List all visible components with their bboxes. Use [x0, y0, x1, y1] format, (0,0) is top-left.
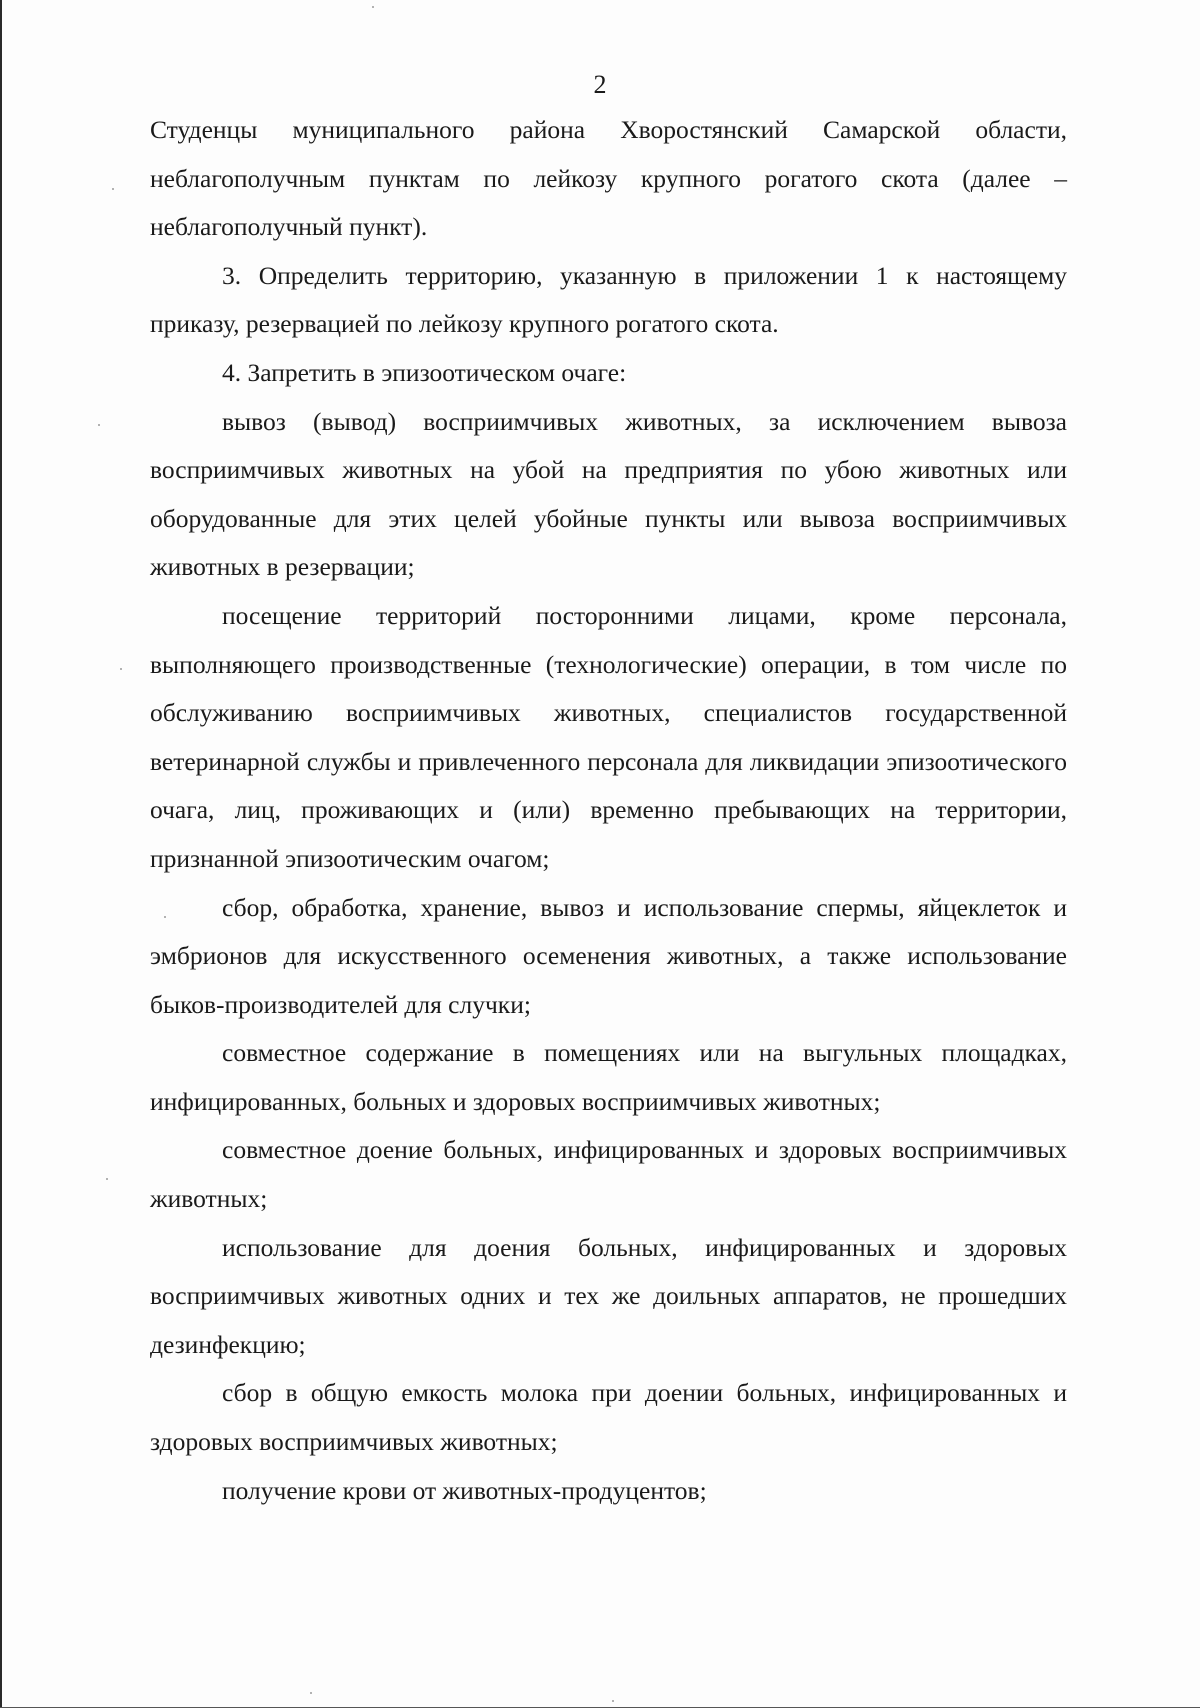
paragraph: Студенцы муниципального района Хворостянский Самарской области, неблагополучным пунктам по лейкозу крупного рогатого скота (далее – неблагополучный пункт). [150, 115, 1067, 242]
page-number: 2 [593, 70, 607, 99]
scan-speckle [120, 668, 122, 670]
paragraph: посещение территорий посторонними лицами, кроме персонала, выполняющего производственные (технологические) операции, в том числе по обслуживанию восприимчивых животных, специалистов государственной ветеринарной службы и привлеченного персонала для ликвидации эпизоотического очага, лиц, проживающих и (или) временно пребывающих на территории, признанной эпизоотическим очагом; [150, 600, 1067, 873]
paragraph: 3. Определить территорию, указанную в приложении 1 к настоящему приказу, резервацией по лейкозу крупного рогатого скота. [150, 260, 1067, 339]
paragraph: использование для доения больных, инфицированных и здоровых восприимчивых животных одних и тех же доильных аппаратов, не прошедших дезинфекцию; [150, 1232, 1067, 1359]
scan-speckle [98, 424, 100, 426]
paragraph: сбор, обработка, хранение, вывоз и использование спермы, яйцеклеток и эмбрионов для искусственного осеменения животных, а также использование быков-производителей для случки; [150, 892, 1067, 1019]
document-body [150, 106, 1067, 1515]
paragraph: вывоз (вывод) восприимчивых животных, за исключением вывоза восприимчивых животных на убой на предприятия по убою животных или оборудованные для этих целей убойные пункты или вывоза восприимчивых животных в резервации; [150, 406, 1067, 582]
scan-speckle [310, 1692, 312, 1694]
scan-speckle [164, 916, 166, 918]
paragraph: совместное доение больных, инфицированных и здоровых восприимчивых животных; [150, 1135, 1067, 1214]
paragraph: совместное содержание в помещениях или на выгульных площадках, инфицированных, больных и здоровых восприимчивых животных; [150, 1038, 1067, 1116]
scan-speckle [106, 1178, 108, 1180]
scan-speckle [612, 1700, 614, 1702]
scan-speckle [112, 188, 114, 190]
paragraph: 4. Запретить в эпизоотическом очаге: [222, 357, 627, 387]
paragraph: получение крови от животных-продуцентов; [222, 1475, 707, 1505]
paragraph: сбор в общую емкость молока при доении больных, инфицированных и здоровых восприимчивых животных; [150, 1378, 1067, 1457]
scan-speckle [372, 6, 374, 8]
scan-edge-left [0, 0, 2, 1708]
